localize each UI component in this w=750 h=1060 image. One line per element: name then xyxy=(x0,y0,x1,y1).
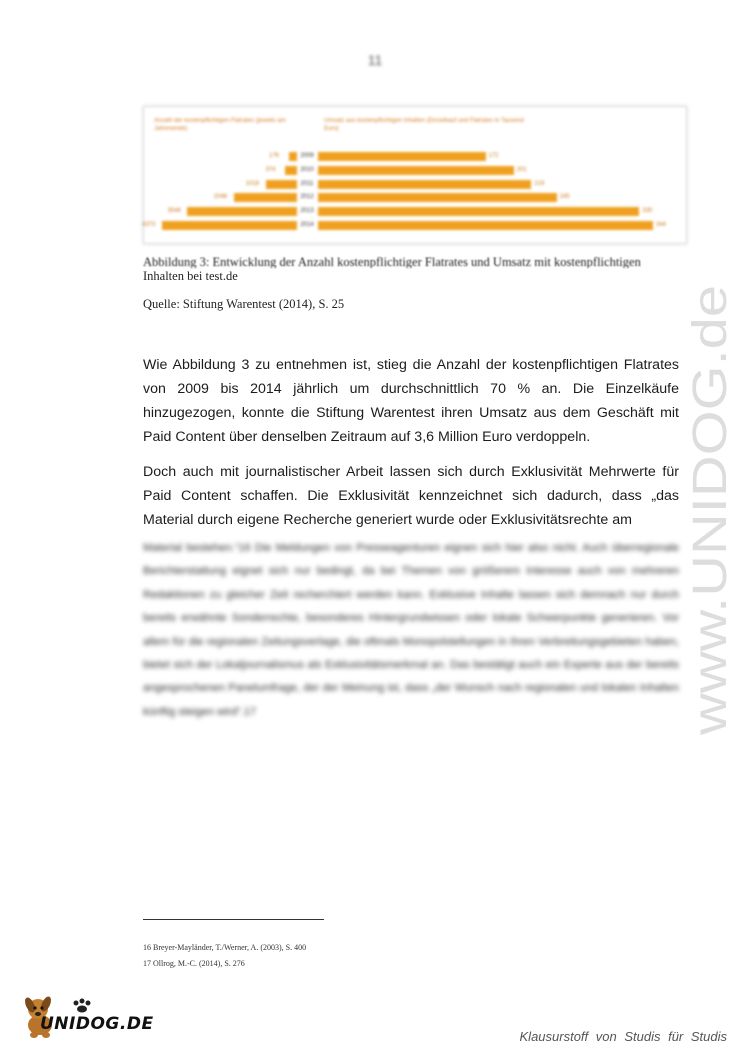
watermark xyxy=(668,280,748,740)
page-number: 11 xyxy=(367,52,383,68)
figure-row-2014 xyxy=(144,221,686,230)
bar-umsatz xyxy=(318,180,531,189)
year-label: 2012 xyxy=(298,193,316,202)
value-label-left: 3548 xyxy=(167,208,181,215)
value-label-left: 4373 xyxy=(142,222,156,228)
value-label-right: 201 xyxy=(516,166,527,173)
footnote-16: 16 Breyer-Mayländer, T./Werner, A. (2003), S. 400 xyxy=(143,943,307,952)
bar-flatrates xyxy=(289,152,297,161)
figure-header-left: Anzahl der kostenpflichtigen Flatrates (jeweils am Jahresende) xyxy=(154,118,286,132)
figure-caption xyxy=(143,254,683,284)
footnotes xyxy=(143,940,306,972)
value-label-right: 330 xyxy=(642,208,653,215)
bar-umsatz xyxy=(318,166,514,175)
figure-caption-line2: Inhalten bei test.de xyxy=(143,269,238,283)
footer-tagline: Klausurstoff von Studis für Studis xyxy=(519,1029,727,1044)
body-text xyxy=(143,353,679,543)
bar-flatrates xyxy=(266,180,297,189)
figure-row-2011 xyxy=(144,180,686,189)
figure-chart xyxy=(143,106,687,244)
value-label-left: 1018 xyxy=(245,180,259,187)
paragraph-2: Doch auch mit journalistischer Arbeit lassen sich durch Exklusivität Mehrwerte für Paid Content schaffen. Die Exklusivität kennzeichnet sich dadurch, dass „das Material durch eigene Recherche generiert wurde oder Exklusivitätsrechte am xyxy=(143,464,679,528)
value-label-right: 344 xyxy=(656,222,667,228)
bar-flatrates xyxy=(285,166,297,175)
bar-umsatz xyxy=(318,221,653,230)
bar-flatrates xyxy=(162,221,297,230)
figure-source: Quelle: Stiftung Warentest (2014), S. 25 xyxy=(143,297,345,311)
year-label: 2010 xyxy=(298,166,316,175)
watermark-text: www.UNIDOG.de xyxy=(684,361,737,735)
bar-flatrates xyxy=(187,207,297,216)
value-label-left: 374 xyxy=(265,166,276,173)
footnote-17: 17 Ollrog, M.-C. (2014), S. 276 xyxy=(143,959,245,968)
paw-icon xyxy=(74,999,91,1013)
value-label-left: 2048 xyxy=(213,194,228,201)
year-label: 2011 xyxy=(298,180,316,189)
figure-row-2012 xyxy=(144,193,686,202)
paragraph-1: Wie Abbildung 3 zu entnehmen ist, stieg die Anzahl der kostenpflichtigen Flatrates von 2009 bis 2014 jährlich um durchschnittlich 70 % an. Die Einzelkäufe hinzugezogen, konnte die Stiftung Warentest ihren Umsatz aus dem Geschäft mit Paid Content über denselben Zeitraum auf 3,6 Million Euro verdoppeln. xyxy=(143,357,679,445)
value-label-right: 245 xyxy=(559,194,570,201)
value-label-left: 176 xyxy=(269,153,280,159)
figure-caption-line1: Abbildung 3: Entwicklung der Anzahl kostenpflichtiger Flatrates und Umsatz mit kostenpflichtigen xyxy=(143,255,641,268)
blurred-paragraph: Material bestehen.“16 Die Meldungen von Presseagenturen eignen sich hier also nicht. Auch überregionale Berichterstattung eignet sich nur bedingt, da bei Themen von größerem Interesse auch von mehreren Redaktionen zu gleicher Zeit recherchiert werden kann. Exklusive Inhalte lassen sich demnach nur durch bereits erwähnte Sonderrechte, besonderes Hintergrundwissen oder lokale Schwerpunkte generieren. Vor allem für die regionalen Zeitungsverlage, die oftmals Monopolstellungen in ihren Verbreitungsgebieten haben, bietet sich der Lokaljournalismus als Exklusivitätsmerkmal an. Das bestätigt auch ein Experte aus der bereits angesprochenen Panelumfrage, der der Meinung ist, dass „der Wunsch nach regionalen und lokalen Inhalten künftig steigen wird“.17 xyxy=(143,542,679,718)
year-label: 2013 xyxy=(298,207,316,216)
value-label-right: 219 xyxy=(534,180,545,187)
year-label: 2014 xyxy=(298,221,316,230)
bar-flatrates xyxy=(234,193,297,202)
footnote-rule xyxy=(143,919,324,920)
value-label-right: 172 xyxy=(488,153,499,159)
figure-row-2010 xyxy=(144,166,686,175)
year-label: 2009 xyxy=(298,152,316,161)
bar-umsatz xyxy=(318,152,486,161)
bar-umsatz xyxy=(318,207,639,216)
figure-header-right: Umsatz aus kostenpflichtigen Inhalten (Einzelkauf und Flatrates in Tausend Euro) xyxy=(324,118,524,132)
logo-text: UNIDOG.DE xyxy=(40,1014,154,1034)
bar-umsatz xyxy=(318,193,557,202)
figure-row-2009 xyxy=(144,152,686,161)
figure-row-2013 xyxy=(144,207,686,216)
